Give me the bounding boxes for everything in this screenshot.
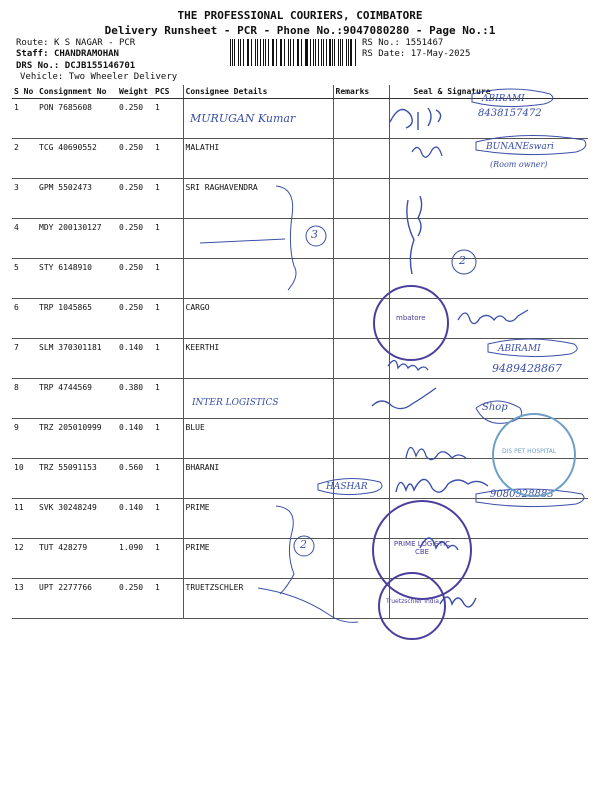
cell-remarks [333,459,389,499]
cell-consignment-no: STY 6148910 [37,259,117,299]
handwritten-phone-row10: 9080928883 [490,489,554,500]
table-row [12,179,588,219]
cell-pcs: 1 [153,459,183,499]
table-row [12,259,588,299]
cell-consignee: KEERTHI [183,339,333,379]
cell-pcs: 1 [153,539,183,579]
cell-sno: 11 [12,499,37,539]
drs-label: DRS No.: [16,61,60,71]
handwritten-name-row7: ABIRAMI [498,344,541,354]
rs-date-value: 17-May-2025 [410,49,471,59]
vehicle-value: Two Wheeler Delivery [68,72,178,82]
vehicle-label: Vehicle: [20,72,64,82]
handwritten-note-row2: BUNANEswari [486,142,554,152]
handwritten-name-row10: HASHAR [326,482,368,492]
barcode-bar [268,39,269,66]
table-row [12,299,588,339]
barcode-bar [306,39,307,66]
col-header-weight: Weight [117,85,153,99]
cell-pcs: 1 [153,419,183,459]
vehicle-line [20,72,177,82]
drs-line [16,61,135,71]
cell-weight: 0.250 [117,179,153,219]
rs-no-value: 1551467 [405,38,444,48]
route-value: K S NAGAR - PCR [53,38,136,48]
cell-consignee: BLUE [183,419,333,459]
col-header-consignment: Consignment No [37,85,117,99]
truetzschler-stamp [378,572,446,640]
cell-consignment-no: SVK 30248249 [37,499,117,539]
seal-text-4: Truetzschler India [386,598,439,605]
handwritten-consignee-row8: INTER LOGISTICS [192,398,279,408]
cell-sno: 2 [12,139,37,179]
barcode-bar [342,39,343,66]
staff-value: CHANDRAMOHAN [53,49,119,59]
cell-consignment-no: GPM 5502473 [37,179,117,219]
handwritten-name-row1: ABIRAMI [482,94,525,104]
cell-weight: 0.250 [117,99,153,139]
rs-no-line [362,38,443,48]
cell-consignee: TRUETZSCHLER [183,579,333,619]
cell-pcs: 1 [153,499,183,539]
route-label: Route: [16,38,49,48]
round-seal-stamp [373,285,449,361]
route-line [16,38,135,48]
cell-pcs: 1 [153,99,183,139]
handwritten-phone-row7: 9489428867 [492,362,562,375]
cell-consignment-no: TCG 40690552 [37,139,117,179]
rs-no-label: RS No.: [362,38,400,48]
table-row [12,499,588,539]
barcode-bar [329,39,330,66]
cell-weight: 0.250 [117,299,153,339]
cell-consignee: BHARANI [183,459,333,499]
cell-weight: 0.140 [117,499,153,539]
cell-sno: 6 [12,299,37,339]
handwritten-mark-row4: 3 [311,228,318,241]
barcode-bar [230,39,231,66]
cell-sno: 1 [12,99,37,139]
cell-consignment-no: MDY 200130127 [37,219,117,259]
barcode-bar [238,39,239,66]
barcode-bar [273,39,274,66]
cell-consignment-no: PON 7685608 [37,99,117,139]
handwritten-phone-row1: 8438157472 [478,108,542,119]
barcode-bar [323,39,324,66]
cell-consignment-no: SLM 370301181 [37,339,117,379]
cell-sno: 3 [12,179,37,219]
cell-weight: 0.560 [117,459,153,499]
cell-weight: 0.140 [117,419,153,459]
cell-remarks [333,419,389,459]
table-row [12,579,588,619]
barcode-bar [281,39,282,66]
cell-pcs: 1 [153,179,183,219]
cell-consignment-no: UPT 2277766 [37,579,117,619]
cell-remarks [333,379,389,419]
rs-date-line [362,49,470,59]
cell-consignee: SRI RAGHAVENDRA [183,179,333,219]
col-header-seal: Seal & Signature [389,85,588,99]
cell-sno: 9 [12,419,37,459]
cell-sno: 5 [12,259,37,299]
barcode-bar [338,39,339,66]
barcode-bar [263,39,264,66]
cell-pcs: 1 [153,139,183,179]
cell-consignee: PRIME [183,499,333,539]
rs-date-label: RS Date: [362,49,406,59]
cell-consignment-no: TUT 428279 [37,539,117,579]
table-row [12,219,588,259]
barcode-bar [298,39,299,66]
handwritten-mark-row5: 2 [459,254,466,267]
barcode-bar [313,39,314,66]
col-header-sno: S No [12,85,37,99]
barcode-bar [251,39,252,66]
cell-remarks [333,139,389,179]
hospital-seal-stamp [492,413,576,497]
seal-text-3: PRIME LOGISTIC CBE [393,540,451,556]
cell-weight: 0.250 [117,139,153,179]
cell-remarks [333,259,389,299]
cell-weight: 1.090 [117,539,153,579]
barcode-bar [288,39,289,66]
cell-consignee [183,259,333,299]
col-header-remarks: Remarks [333,85,389,99]
company-title: THE PROFESSIONAL COURIERS, COIMBATORE [177,9,423,22]
barcode-bar [315,39,316,66]
seal-text-1: mbatore [396,314,426,322]
cell-consignee: CARGO [183,299,333,339]
barcode-bar [255,39,256,66]
handwritten-mark-row12: 2 [300,538,307,551]
col-header-pcs: PCS [153,85,183,99]
seal-text-2: DIS PET HOSPITAL [502,448,557,455]
cell-sno: 4 [12,219,37,259]
cell-pcs: 1 [153,219,183,259]
handwritten-shop-row8: Shop [482,402,508,413]
cell-weight: 0.250 [117,219,153,259]
barcode-bar [290,39,291,66]
cell-sno: 12 [12,539,37,579]
cell-remarks [333,99,389,139]
drs-value: DCJB155146701 [64,61,136,71]
cell-pcs: 1 [153,579,183,619]
cell-pcs: 1 [153,339,183,379]
cell-sno: 8 [12,379,37,419]
cell-weight: 0.380 [117,379,153,419]
staff-line [16,49,119,59]
cell-consignee: MALATHI [183,139,333,179]
col-header-consignee: Consignee Details [183,85,333,99]
cell-pcs: 1 [153,259,183,299]
cell-sno: 13 [12,579,37,619]
cell-sno: 7 [12,339,37,379]
cell-pcs: 1 [153,379,183,419]
cell-remarks [333,219,389,259]
cell-consignee: PRIME [183,539,333,579]
cell-remarks [333,179,389,219]
cell-seal-signature [389,179,588,219]
cell-seal-signature [389,219,588,259]
cell-consignment-no: TRP 1045865 [37,299,117,339]
cell-consignment-no: TRZ 55091153 [37,459,117,499]
barcode-bar [350,39,351,66]
cell-pcs: 1 [153,299,183,339]
barcode [230,39,356,66]
cell-consignment-no: TRZ 205010999 [37,419,117,459]
cell-weight: 0.140 [117,339,153,379]
handwritten-note2-row2: (Room owner) [490,160,548,169]
cell-consignment-no: TRP 4744569 [37,379,117,419]
handwritten-consignee-row1: MURUGAN Kumar [190,112,296,125]
cell-weight: 0.250 [117,579,153,619]
cell-weight: 0.250 [117,259,153,299]
runsheet-subtitle: Delivery Runsheet - PCR - Phone No.:9047080280 - Page No.:1 [104,24,496,37]
cell-sno: 10 [12,459,37,499]
barcode-bar [243,39,244,66]
staff-label: Staff: [16,49,49,59]
